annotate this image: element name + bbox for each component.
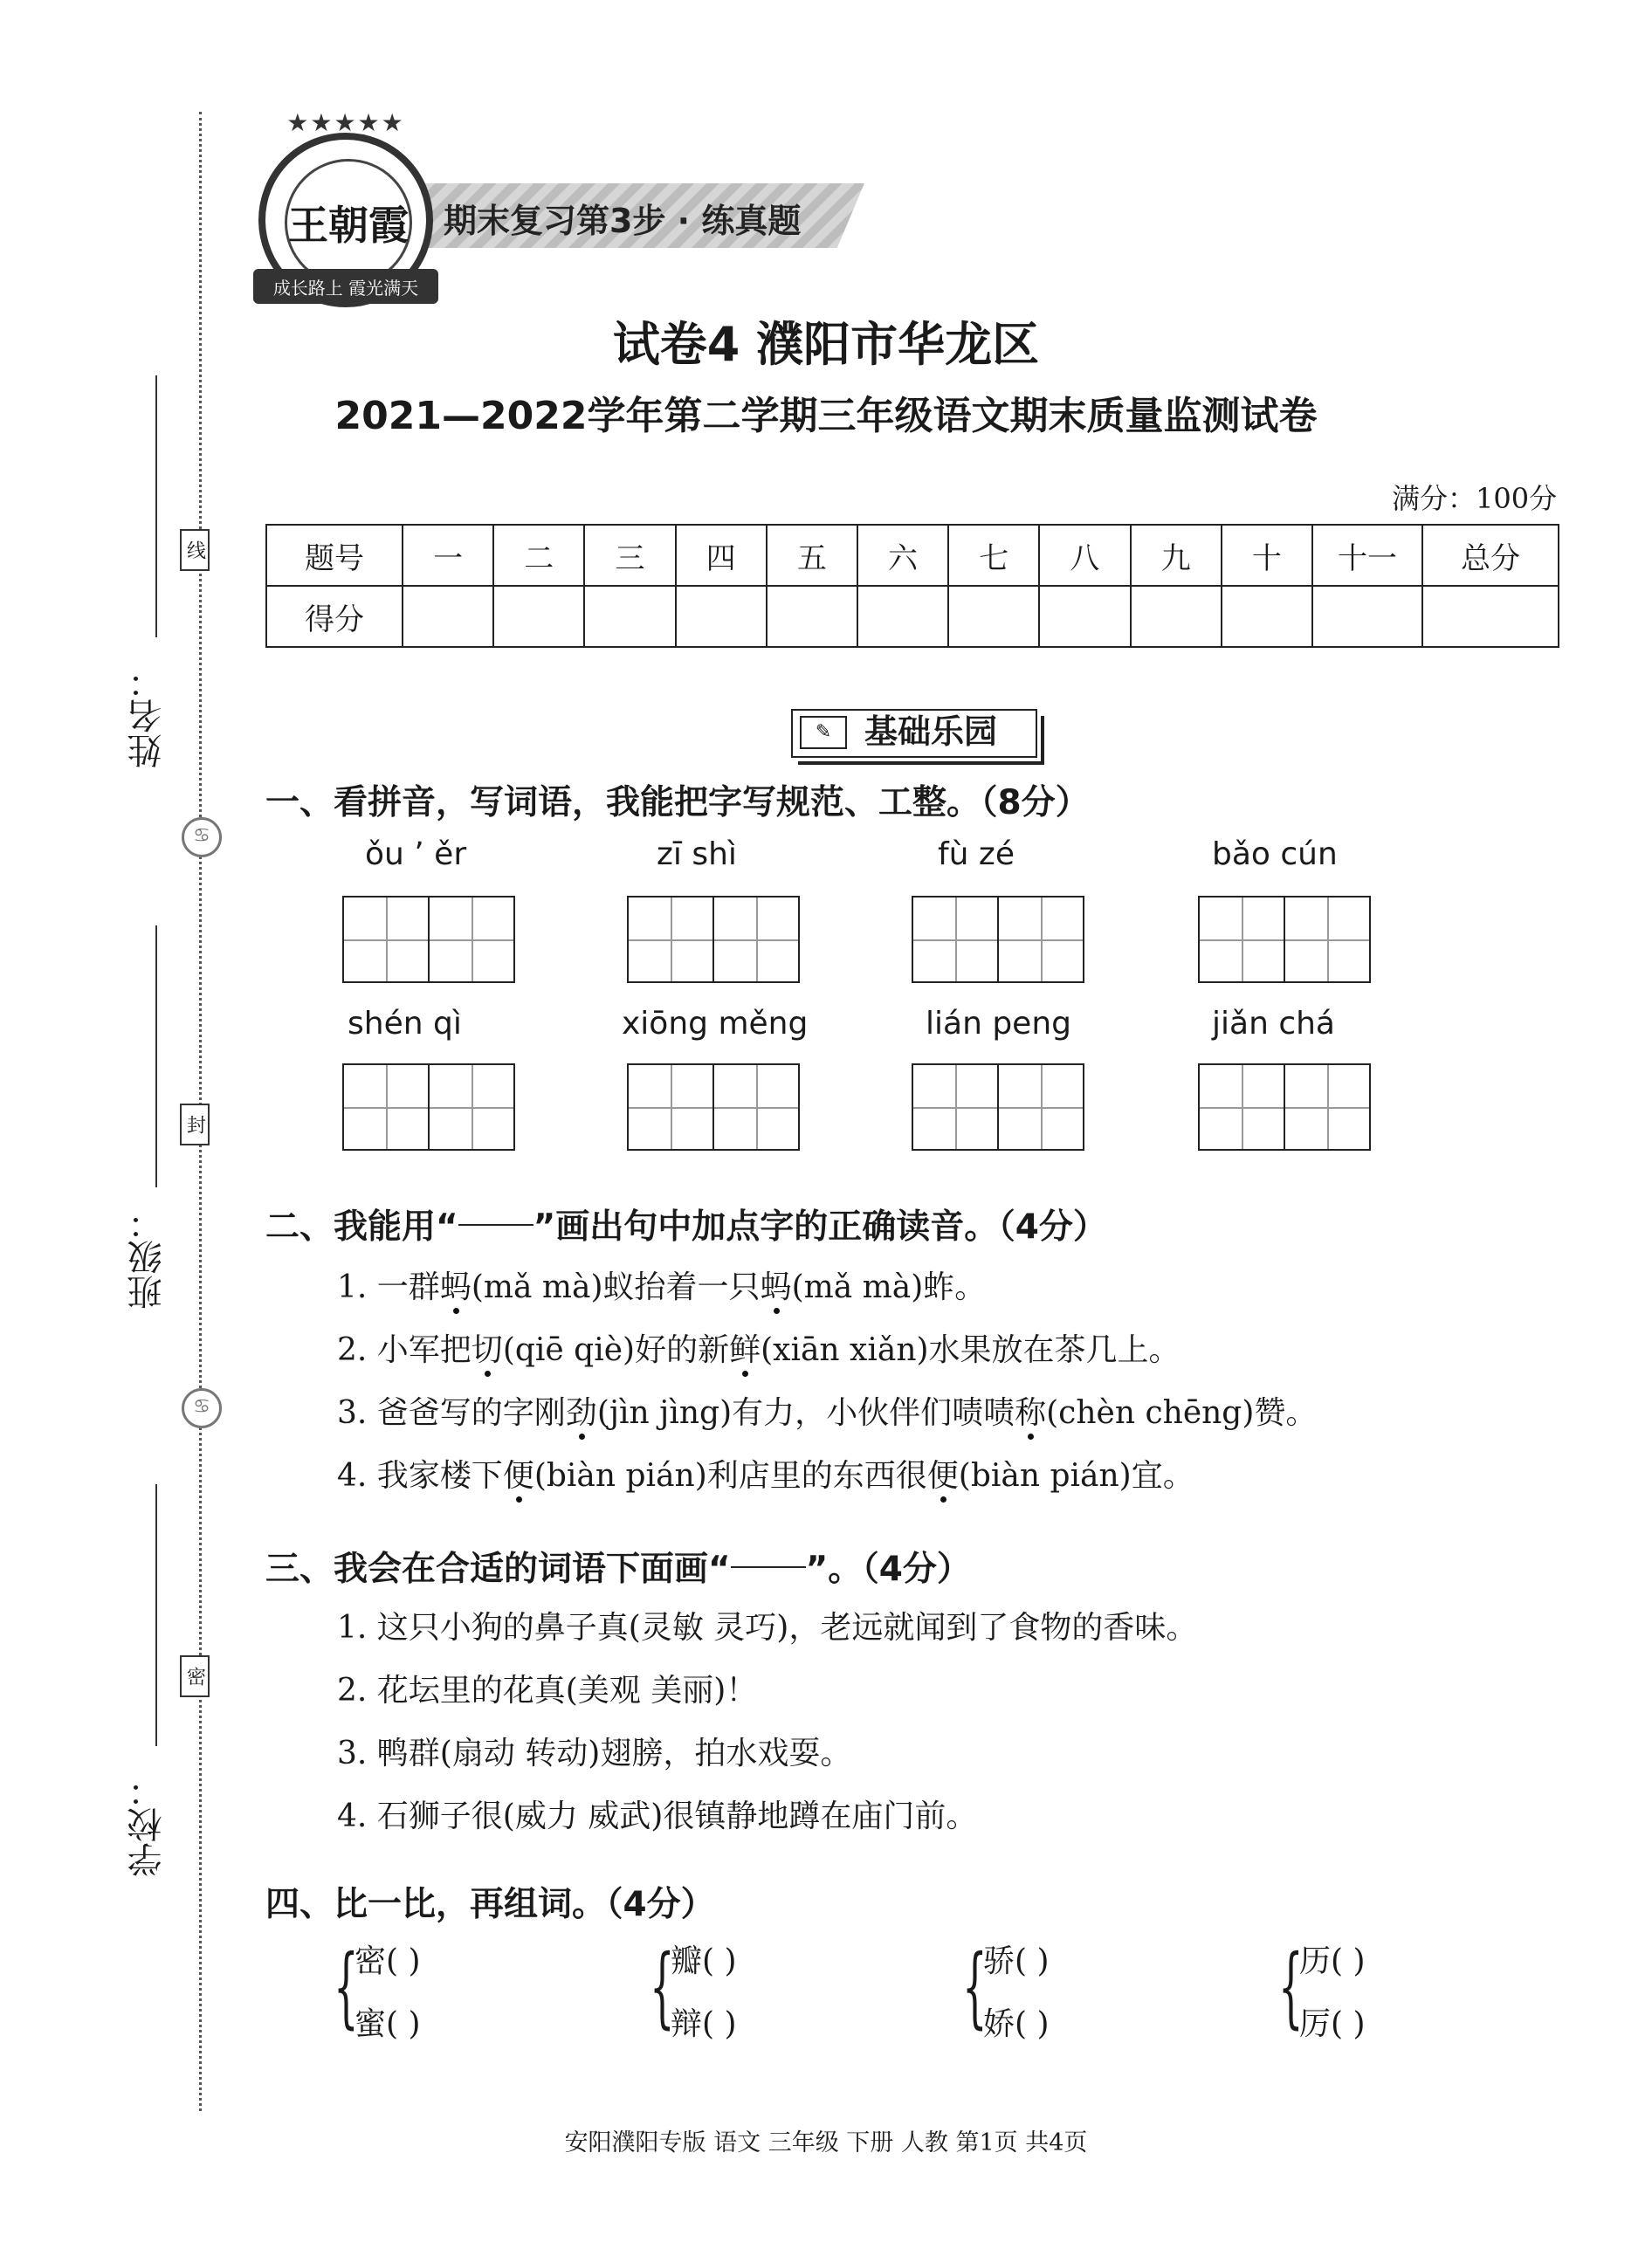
swirl-icon: ♋ <box>182 1388 222 1428</box>
score-cell[interactable] <box>676 586 767 647</box>
word-pair-top[interactable]: 历( ) <box>1299 1943 1366 1979</box>
dotted-char: 称 <box>1015 1388 1046 1433</box>
pinyin-choice[interactable]: (jìn jìng)有力，小伙伴们啧啧 <box>596 1395 1015 1431</box>
dotted-char: 便 <box>927 1451 959 1496</box>
pinyin-label: zī shì <box>657 836 737 872</box>
table-row <box>266 525 1559 586</box>
q3-title-end: ”。（4分） <box>805 1550 971 1589</box>
writing-grid-box[interactable] <box>912 1063 999 1151</box>
score-cell[interactable] <box>1131 586 1222 647</box>
writing-grid-box[interactable] <box>1198 1063 1285 1151</box>
table-cell: 一 <box>403 525 493 586</box>
dotted-char: 鲜 <box>729 1325 761 1370</box>
dotted-char: 蚂 <box>440 1262 472 1307</box>
word-pair-bottom[interactable]: 厉( ) <box>1299 2006 1366 2042</box>
writing-grid-box[interactable] <box>342 1063 430 1151</box>
writing-grid-box[interactable] <box>627 1063 714 1151</box>
q3-sentence-1[interactable]: 1. 这只小狗的鼻子真(灵敏 灵巧)，老远就闻到了食物的香味。 <box>337 1610 1198 1646</box>
table-cell: 三 <box>584 525 675 586</box>
score-cell[interactable] <box>1039 586 1130 647</box>
table-cell: 六 <box>857 525 948 586</box>
table-cell: 八 <box>1039 525 1130 586</box>
word-pair-top[interactable]: 骄( ) <box>983 1943 1050 1979</box>
pinyin-choice[interactable]: (biàn pián)利店里的东西很 <box>533 1458 927 1494</box>
table-cell: 二 <box>493 525 584 586</box>
dotted-char: 便 <box>503 1451 534 1496</box>
logo-text: 王朝霞 <box>285 159 412 286</box>
table-cell: 七 <box>948 525 1039 586</box>
score-cell[interactable] <box>948 586 1039 647</box>
word-pair-bottom[interactable]: 辩( ) <box>671 2006 737 2042</box>
score-cell[interactable] <box>584 586 675 647</box>
writing-grid-box[interactable] <box>428 896 515 983</box>
pinyin-label: shén qì <box>348 1006 462 1042</box>
q2-title-start: 二、我能用“ <box>265 1207 458 1247</box>
score-table <box>265 524 1559 648</box>
word-pair-top[interactable]: 瓣( ) <box>671 1943 737 1979</box>
table-cell: 九 <box>1131 525 1222 586</box>
pinyin-choice[interactable]: (biàn pián)宜。 <box>958 1458 1194 1494</box>
text: 1. 一群 <box>337 1269 440 1305</box>
text: 3. 爸爸写的字刚 <box>337 1395 566 1431</box>
question-1-title: 一、看拼音，写词语，我能把字写规范、工整。（8分） <box>265 783 1090 822</box>
writing-grid-box[interactable] <box>428 1063 515 1151</box>
q2-sentence-2 <box>337 1325 1180 1370</box>
school-write-line[interactable] <box>155 1484 157 1746</box>
score-cell[interactable] <box>403 586 493 647</box>
question-4-title: 四、比一比，再组词。（4分） <box>265 1885 715 1924</box>
writing-grid-box[interactable] <box>342 896 430 983</box>
question-2-title <box>265 1200 1107 1248</box>
page-footer: 安阳濮阳专版 语文 三年级 下册 人教 第1页 共4页 <box>564 2129 1088 2156</box>
text: 4. 我家楼下 <box>337 1458 503 1494</box>
pinyin-choice[interactable]: (chèn chēng)赞。 <box>1046 1395 1318 1431</box>
pinyin-label: jiǎn chá <box>1212 1006 1335 1042</box>
pinyin-choice[interactable]: (mǎ mà)蚱。 <box>791 1269 987 1305</box>
q3-title-start: 三、我会在合适的词语下面画“ <box>265 1550 731 1589</box>
word-pair-bottom[interactable]: 蜜( ) <box>354 2006 421 2042</box>
seal-mark-line: 线 <box>180 529 210 571</box>
exam-subtitle: 2021—2022学年第二学期三年级语文期末质量监测试卷 <box>334 394 1318 438</box>
writing-grid-box[interactable] <box>1198 896 1285 983</box>
table-cell: 题号 <box>266 525 403 586</box>
table-cell: 四 <box>676 525 767 586</box>
writing-grid-box[interactable] <box>1284 1063 1371 1151</box>
q2-sentence-3 <box>337 1388 1317 1433</box>
score-cell[interactable] <box>1222 586 1312 647</box>
brace: { <box>650 1936 675 2038</box>
seal-mark-seal: 封 <box>180 1104 210 1145</box>
underline-sample <box>731 1566 806 1568</box>
q3-sentence-2[interactable]: 2. 花坛里的花真(美观 美丽)！ <box>337 1673 758 1709</box>
book-icon: ✎ <box>800 716 847 749</box>
section-title: 基础乐园 <box>864 712 998 751</box>
table-cell: 十一 <box>1312 525 1422 586</box>
pinyin-label: bǎo cún <box>1212 836 1338 872</box>
pinyin-choice[interactable]: (qiē qiè)好的新 <box>502 1332 730 1368</box>
writing-grid-box[interactable] <box>1284 896 1371 983</box>
word-pair-bottom[interactable]: 娇( ) <box>983 2006 1050 2042</box>
q3-sentence-4[interactable]: 4. 石狮子很(威力 威武)很镇静地蹲在庙门前。 <box>337 1799 978 1834</box>
q3-sentence-3[interactable]: 3. 鸭群(扇动 转动)翅膀，拍水戏耍。 <box>337 1736 852 1771</box>
writing-grid-box[interactable] <box>997 896 1084 983</box>
name-label: 姓名： <box>127 664 168 768</box>
writing-grid-box[interactable] <box>912 896 999 983</box>
pinyin-label: lián peng <box>926 1006 1071 1042</box>
brace: { <box>962 1936 988 2038</box>
brace: { <box>334 1936 359 2038</box>
class-label: 班级： <box>127 1205 168 1310</box>
banner-text: 期末复习第3步 · 练真题 <box>444 202 802 240</box>
pinyin-label: fù zé <box>938 836 1015 872</box>
pinyin-label: xiōng měng <box>622 1006 809 1042</box>
pinyin-label: ǒu ’ ěr <box>365 836 467 872</box>
writing-grid-box[interactable] <box>712 1063 800 1151</box>
writing-grid-box[interactable] <box>997 1063 1084 1151</box>
score-cell[interactable] <box>493 586 584 647</box>
seal-mark-secret: 密 <box>180 1655 210 1697</box>
logo-motto: 成长路上 霞光满天 <box>253 269 438 304</box>
pinyin-choice[interactable]: (mǎ mà)蚁抬着一只 <box>471 1269 761 1305</box>
dotted-char: 蚂 <box>761 1262 792 1307</box>
school-label: 学校： <box>127 1772 168 1877</box>
score-cell[interactable] <box>1422 586 1559 647</box>
pinyin-choice[interactable]: (xiān xiǎn)水果放在茶几上。 <box>761 1332 1180 1368</box>
star-icons: ★★★★★ <box>286 108 405 137</box>
dotted-char: 劲 <box>566 1388 597 1433</box>
table-cell: 得分 <box>266 586 403 647</box>
word-pair-top[interactable]: 密( ) <box>354 1943 421 1979</box>
exam-title: 试卷4 濮阳市华龙区 <box>612 317 1040 372</box>
table-cell: 五 <box>767 525 857 586</box>
publisher-logo <box>258 108 433 307</box>
question-3-title <box>265 1542 971 1591</box>
score-cell[interactable] <box>767 586 857 647</box>
table-cell: 总分 <box>1422 525 1559 586</box>
table-cell: 十 <box>1222 525 1312 586</box>
underline-sample <box>458 1224 533 1226</box>
score-cell[interactable] <box>1312 586 1422 647</box>
q2-sentence-1 <box>337 1262 986 1307</box>
text: 2. 小军把 <box>337 1332 472 1368</box>
q2-title-end: ”画出句中加点字的正确读音。（4分） <box>533 1207 1107 1247</box>
class-write-line[interactable] <box>155 925 157 1187</box>
score-cell[interactable] <box>857 586 948 647</box>
q2-sentence-4 <box>337 1451 1194 1496</box>
full-score: 满分：100分 <box>1392 482 1558 515</box>
writing-grid-box[interactable] <box>627 896 714 983</box>
swirl-icon: ♋ <box>182 817 222 857</box>
brace: { <box>1278 1936 1304 2038</box>
writing-grid-box[interactable] <box>712 896 800 983</box>
dotted-char: 切 <box>472 1325 503 1370</box>
table-row <box>266 586 1559 647</box>
